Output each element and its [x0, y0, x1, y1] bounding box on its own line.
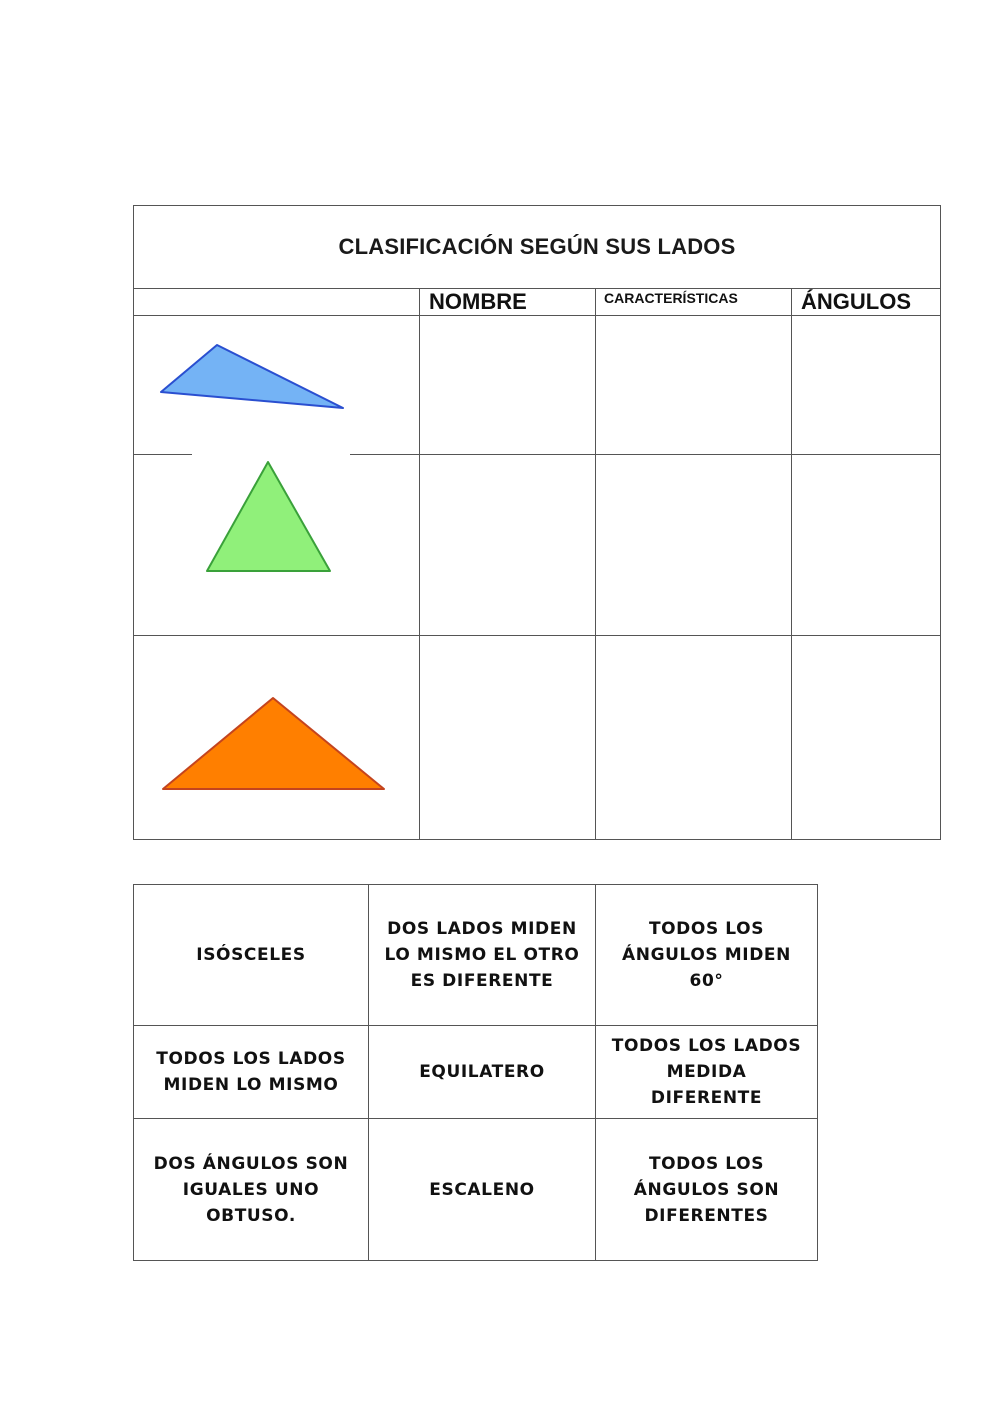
characteristics-answer-cell-1[interactable] — [596, 316, 792, 455]
answer-card[interactable] — [369, 885, 596, 1026]
answer-card[interactable] — [134, 1026, 369, 1119]
blue-triangle-icon — [134, 316, 420, 454]
card-label: TODOS LOS ÁNGULOS SON DIFERENTES — [633, 1153, 780, 1226]
answer-card[interactable] — [596, 1119, 818, 1261]
angles-answer-cell-2[interactable] — [792, 455, 941, 636]
card-label: ISÓSCELES — [196, 945, 306, 965]
header-angles: ÁNGULOS — [792, 289, 941, 316]
shape-cell-2 — [134, 455, 420, 636]
characteristics-answer-cell-3[interactable] — [596, 636, 792, 840]
answer-cards-table — [133, 884, 818, 1261]
card-label: EQUILATERO — [419, 1062, 545, 1082]
answer-card[interactable] — [596, 885, 818, 1026]
name-answer-cell-2[interactable] — [420, 455, 596, 636]
answer-card[interactable] — [596, 1026, 818, 1119]
answer-card[interactable] — [134, 1119, 369, 1261]
card-label: TODOS LOS ÁNGULOS MIDEN 60° — [622, 919, 791, 991]
orange-triangle-icon — [134, 636, 420, 839]
card-label: ESCALENO — [429, 1179, 535, 1200]
classification-table — [133, 205, 941, 840]
header-shape-column — [134, 289, 420, 316]
header-name: NOMBRE — [420, 289, 596, 316]
card-label: TODOS LOS LADOS MIDEN LO MISMO — [156, 1049, 346, 1095]
answer-card[interactable] — [369, 1026, 596, 1119]
header-characteristics: CARACTERÍSTICAS — [596, 289, 792, 316]
shape-cell-3 — [134, 636, 420, 840]
green-triangle-icon — [134, 455, 420, 635]
card-label: DOS LADOS MIDEN LO MISMO EL OTRO ES DIFERENTE — [384, 919, 580, 991]
answer-card[interactable] — [369, 1119, 596, 1261]
angles-answer-cell-1[interactable] — [792, 316, 941, 455]
characteristics-answer-cell-2[interactable] — [596, 455, 792, 636]
name-answer-cell-1[interactable] — [420, 316, 596, 455]
card-label: TODOS LOS LADOS MEDIDA DIFERENTE — [611, 1036, 802, 1108]
angles-answer-cell-3[interactable] — [792, 636, 941, 840]
name-answer-cell-3[interactable] — [420, 636, 596, 840]
table-title: CLASIFICACIÓN SEGÚN SUS LADOS — [134, 206, 941, 289]
card-label: DOS ÁNGULOS SON IGUALES UNO OBTUSO. — [153, 1153, 349, 1226]
shape-cell-1 — [134, 316, 420, 455]
answer-card[interactable] — [134, 885, 369, 1026]
